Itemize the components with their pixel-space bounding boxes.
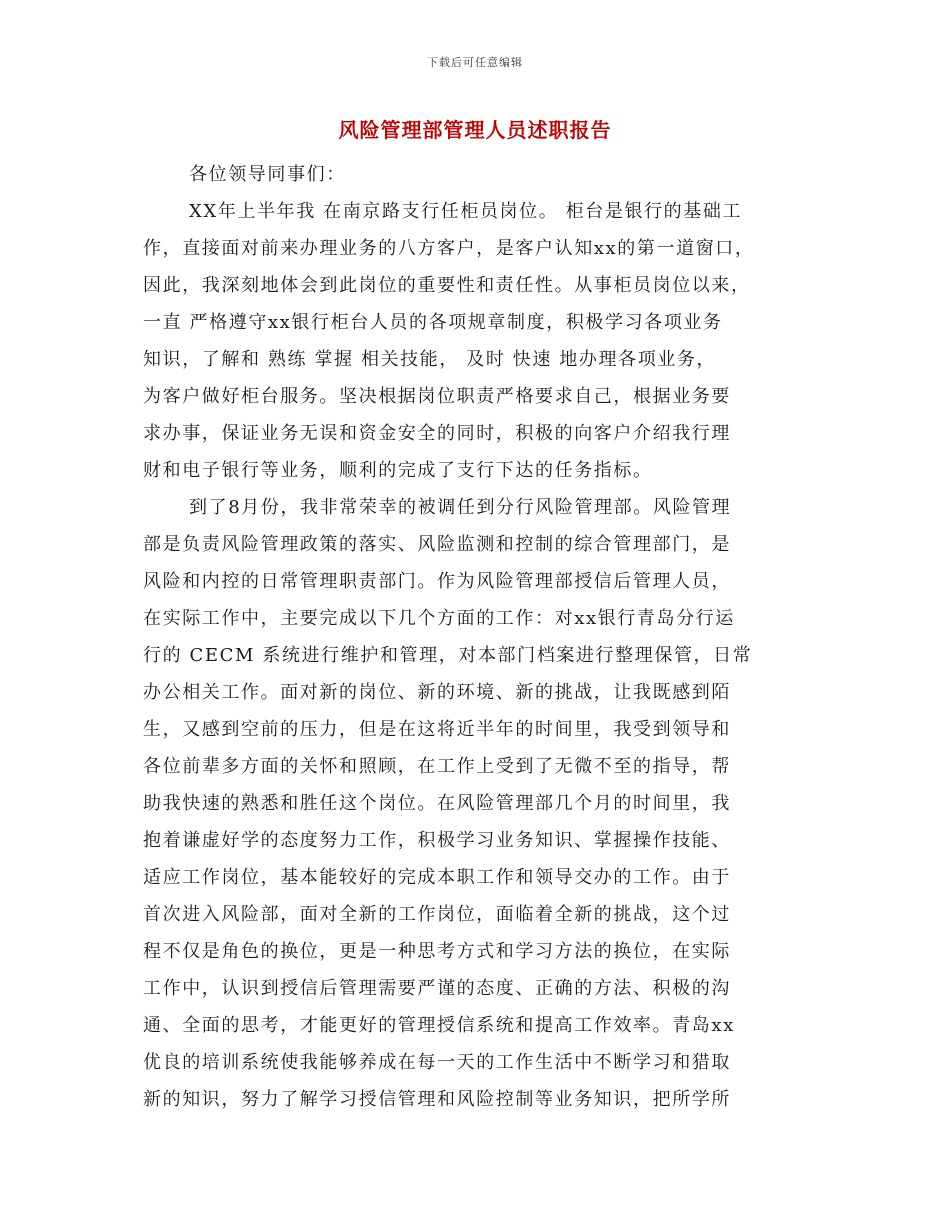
paragraph-line: 新的知识，努力了解学习授信管理和风险控制等业务知识，把所学所 — [143, 1089, 731, 1110]
paragraph-line: 因此，我深刻地体会到此岗位的重要性和责任性。从事柜员岗位以来， — [143, 275, 751, 296]
paragraph-line: 办公相关工作。面对新的岗位、新的环境、新的挑战，让我既感到陌 — [143, 682, 731, 703]
paragraph-line: 为客户做好柜台服务。坚决根据岗位职责严格要求自己，根据业务要 — [143, 386, 731, 407]
paragraph-line: 抱着谦虚好学的态度努力工作，积极学习业务知识、掌握操作技能、 — [143, 830, 731, 851]
paragraph-line: XX年上半年我 在南京路支行任柜员岗位。 柜台是银行的基础工 — [189, 201, 743, 222]
page-header-note: 下载后可任意编辑 — [427, 56, 523, 69]
paragraph-line: 知识，了解和 熟练 掌握 相关技能， 及时 快速 地办理各项业务， — [143, 349, 717, 370]
paragraph-line: 助我快速的熟悉和胜任这个岗位。在风险管理部几个月的时间里，我 — [143, 793, 731, 814]
paragraph-line: 生，又感到空前的压力，但是在这将近半年的时间里，我受到领导和 — [143, 719, 731, 740]
paragraph-line: 优良的培训系统使我能够养成在每一天的工作生活中不断学习和猎取 — [143, 1052, 731, 1073]
paragraph-line: 首次进入风险部，面对全新的工作岗位，面临着全新的挑战，这个过 — [143, 904, 731, 925]
paragraph-line: 一直 严格遵守xx银行柜台人员的各项规章制度，积极学习各项业务 — [143, 312, 723, 333]
paragraph-line: 部是负责风险管理政策的落实、风险监测和控制的综合管理部门，是 — [143, 534, 731, 555]
greeting-line: 各位领导同事们： — [189, 164, 346, 185]
paragraph-line: 在实际工作中，主要完成以下几个方面的工作：对xx银行青岛分行运 — [143, 608, 735, 629]
paragraph-line: 程不仅是角色的换位，更是一种思考方式和学习方法的换位，在实际 — [143, 941, 731, 962]
paragraph-line: 行的 CECM 系统进行维护和管理，对本部门档案进行整理保管，日常 — [143, 645, 753, 666]
paragraph-line: 适应工作岗位，基本能较好的完成本职工作和领导交办的工作。由于 — [143, 867, 731, 888]
paragraph-line: 工作中，认识到授信后管理需要严谨的态度、正确的方法、积极的沟 — [143, 978, 731, 999]
paragraph-line: 通、全面的思考，才能更好的管理授信系统和提高工作效率。青岛xx — [143, 1015, 735, 1036]
paragraph-line: 财和电子银行等业务，顺利的完成了支行下达的任务指标。 — [143, 460, 653, 481]
paragraph-line: 作，直接面对前来办理业务的八方客户，是客户认知xx的第一道窗口， — [143, 238, 755, 259]
paragraph-1 — [143, 193, 808, 489]
document-body — [143, 156, 808, 1118]
paragraph-line: 风险和内控的日常管理职责部门。作为风险管理部授信后管理人员， — [143, 571, 731, 592]
paragraph-line: 求办事，保证业务无误和资金安全的同时，积极的向客户介绍我行理 — [143, 423, 731, 444]
paragraph-2 — [143, 489, 808, 1118]
document-title: 风险管理部管理人员述职报告 — [338, 118, 612, 142]
paragraph-line: 到了8月份，我非常荣幸的被调任到分行风险管理部。风险管理 — [189, 497, 732, 518]
paragraph-line: 各位前辈多方面的关怀和照顾，在工作上受到了无微不至的指导，帮 — [143, 756, 731, 777]
